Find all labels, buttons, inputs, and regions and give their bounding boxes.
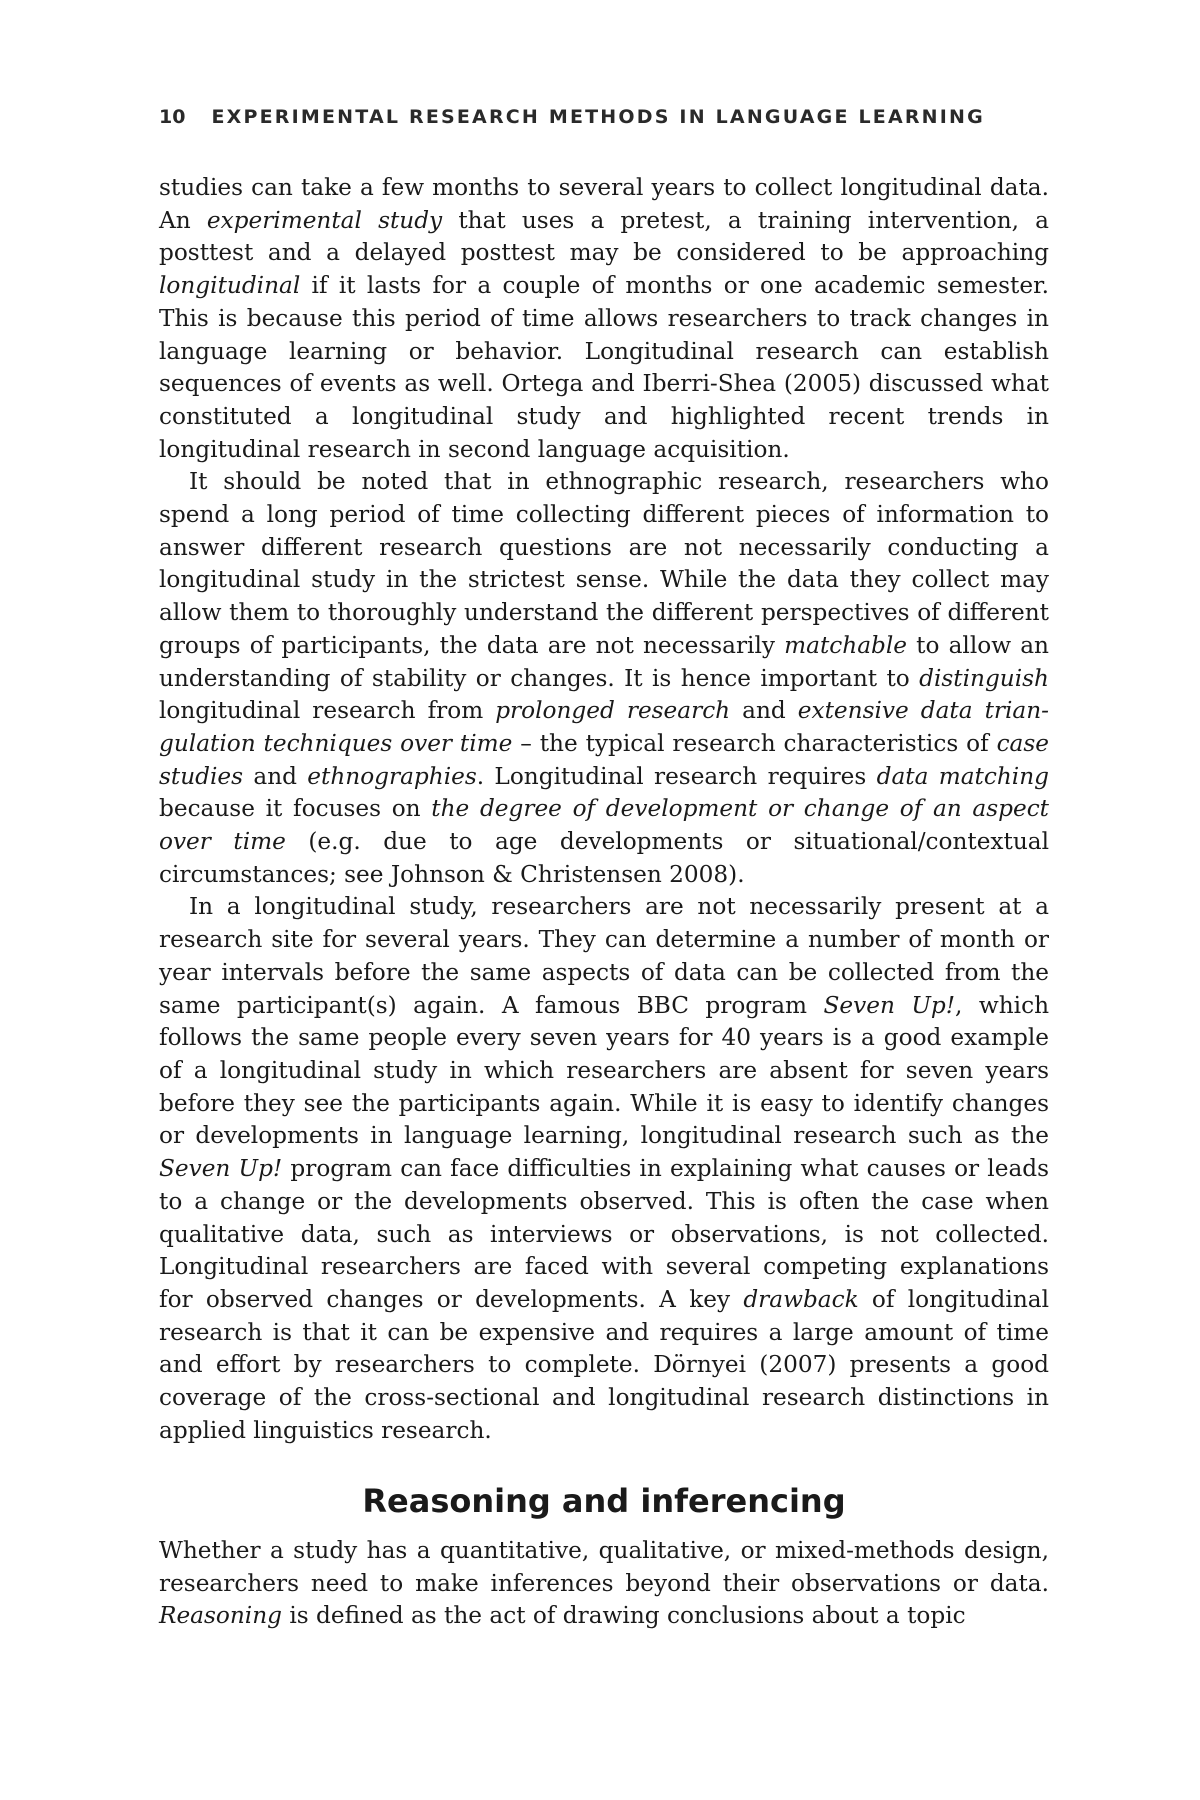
italic-term: extensive data triangulation techniques over time — [159, 697, 1049, 757]
section-heading: Reasoning and inferencing — [362, 1481, 846, 1520]
italic-term: ethnographies — [307, 762, 477, 790]
italic-term: Seven Up! — [823, 991, 956, 1019]
running-title: EXPERIMENTAL RESEARCH METHODS IN LANGUAGE LEARNING — [211, 106, 985, 128]
italic-term: experimental study — [206, 206, 443, 234]
italic-term: distinguish — [919, 664, 1049, 692]
italic-term: Reasoning — [159, 1602, 282, 1630]
italic-term: case studies — [159, 729, 1049, 790]
paragraph-4 — [159, 1535, 1049, 1633]
text-run: . Longitudinal research requires — [476, 762, 877, 790]
italic-term: longitudinal — [159, 272, 301, 300]
italic-term: the degree of development or change of an aspect over time — [159, 795, 1049, 856]
paragraph-3 — [159, 891, 1049, 1447]
text-run: is defined as the act of drawing conclusions about a topic — [282, 1602, 966, 1630]
italic-term: matchable — [784, 631, 907, 659]
body-text — [159, 172, 1049, 1447]
text-run: of longitudinal research is that it can be expensive and requires a large amount of time and effort by researchers to complete. Dörnyei (2007) presents a good coverage of the cross-sectional and longitudinal research distinctions in applied linguistics research. — [159, 1285, 1049, 1444]
italic-term: drawback — [743, 1285, 859, 1313]
text-run: It should be noted that in ethnographic research, researchers who spend a long period of time collecting different pieces of information to answer different research questions are not necessarily conducting a longitudinal study in the strictest sense. While the data they collect may allow them to thoroughly understand the different perspectives of different groups of participants, the data are not necessarily — [159, 468, 1049, 659]
section-body — [159, 1535, 1049, 1633]
text-run: to allow an understanding of stability or changes. It is hence important to — [159, 631, 1049, 692]
paragraph-1 — [159, 172, 1049, 466]
text-run: longitudinal research from — [159, 697, 496, 725]
text-run: – the typical research characteristics of — [512, 729, 997, 757]
text-run: program can face difficulties in explaining what causes or leads to a change or the developments observed. This is often the case when qualitative data, such as interviews or observations, is not collected. Longitudinal researchers are faced with several competing explanations for observed changes or developments. A key — [159, 1155, 1050, 1313]
text-run: because it focuses on — [159, 795, 432, 823]
italic-term: data matching — [876, 762, 1049, 790]
paragraph-2 — [159, 466, 1049, 891]
page-number: 10 — [159, 106, 186, 128]
text-run: In a longitudinal study, researchers are not necessarily present at a research site for several years. They can determine a number of month or year intervals before the same aspects of data can be collected from the same participant(s) again. A famous BBC program — [159, 893, 1049, 1019]
italic-term: prolonged research — [495, 697, 731, 725]
text-run: that uses a pretest, a training intervention, a posttest and a delayed posttest may be considered to be approaching — [159, 206, 1050, 267]
italic-term: Seven Up! — [159, 1155, 283, 1183]
text-run: and — [730, 697, 798, 725]
running-head — [159, 106, 1049, 128]
text-run: if it lasts for a couple of months or one academic semester. This is because this period of time allows researchers to track changes in language learning or behavior. Longitudinal research can establish sequences of events as well. Ortega and Iberri-Shea (2005) discussed what constituted a longitudinal study and highlighted recent trends in longitudinal research in second language acquisition. — [159, 272, 1049, 463]
text-run: studies can take a few months to several years to collect longitudinal data. An — [159, 174, 1049, 234]
text-run: Whether a study has a quantitative, qualitative, or mixed-methods design, researchers need to make inferences beyond their observations or data. — [159, 1537, 1049, 1597]
text-run: (e.g. due to age developments or situational/contextual circumstances; see Johnson & Christensen 2008). — [159, 828, 1049, 888]
text-run: and — [243, 762, 308, 790]
text-run: , which follows the same people every seven years for 40 years is a good example of a longitudinal study in which researchers are absent for seven years before they see the participants again. While it is easy to identify changes or developments in language learning, longitudinal research such as the — [159, 991, 1049, 1150]
